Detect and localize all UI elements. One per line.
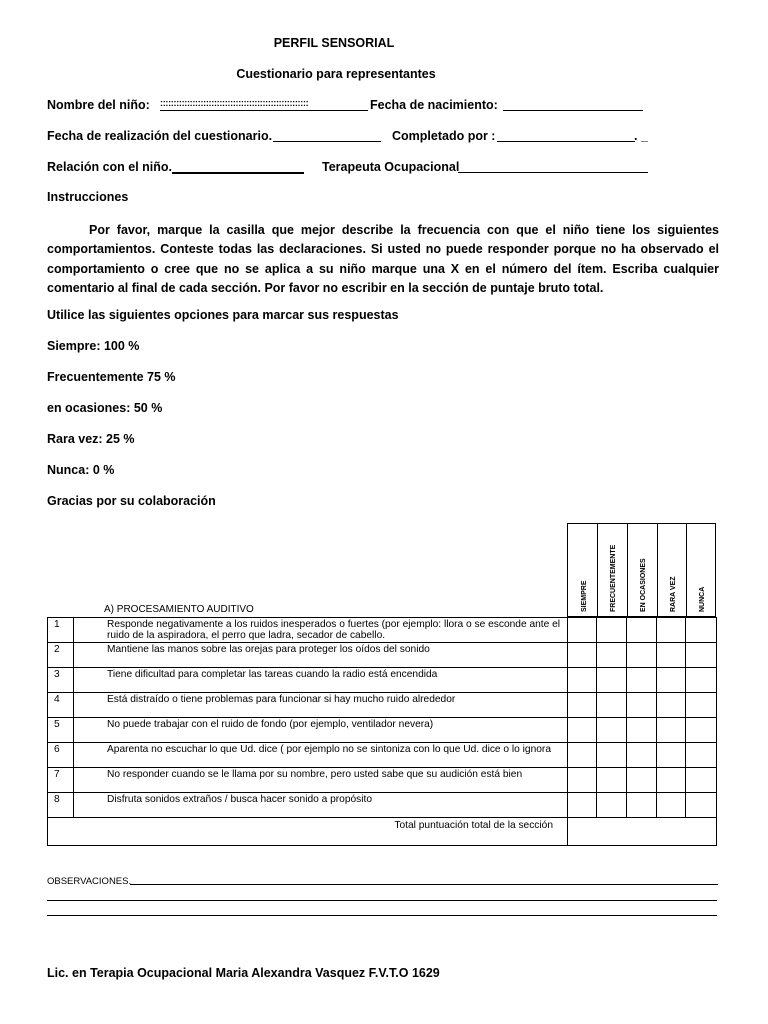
opcion-rara-vez: Rara vez: 25 % [47,432,135,446]
opcion-frecuentemente: Frecuentemente 75 % [47,370,176,384]
answer-cell-en-ocasiones[interactable] [627,793,657,818]
table-row [48,718,717,743]
page-title: PERFIL SENSORIAL [273,36,395,50]
table-row [48,793,717,818]
answer-cell-siempre[interactable] [568,668,597,693]
table-row [48,643,717,668]
answer-cell-rara-vez[interactable] [657,643,686,668]
section-title: A) PROCESAMIENTO AUDITIVO [104,604,254,615]
total-row [48,818,717,846]
item-number: 1 [48,618,74,643]
observaciones-line-2[interactable] [47,900,717,901]
answer-cell-rara-vez[interactable] [657,668,686,693]
total-score-cell[interactable] [568,818,717,846]
terapeuta-label: Terapeuta Ocupacional [322,160,460,174]
answer-cell-rara-vez[interactable] [657,693,686,718]
instrucciones-heading: Instrucciones [47,190,129,204]
completado-field[interactable] [497,141,635,142]
answer-cell-nunca[interactable] [686,793,717,818]
observaciones-line-1[interactable] [130,884,718,885]
opciones-heading: Utilice las siguientes opciones para marcar sus respuestas [47,308,399,322]
answer-cell-siempre[interactable] [568,743,597,768]
answer-cell-frecuentemente[interactable] [597,793,627,818]
answer-cell-nunca[interactable] [686,693,717,718]
answer-cell-frecuentemente[interactable] [597,718,627,743]
answer-cell-siempre[interactable] [568,693,597,718]
answer-cell-rara-vez[interactable] [657,768,686,793]
nombre-value: ::::::::::::::::::::::::::::::::::::::::::::::::::::::: [160,98,309,108]
answer-cell-frecuentemente[interactable] [597,743,627,768]
relacion-label: Relación con el niño. [47,160,173,174]
answer-cell-frecuentemente[interactable] [597,668,627,693]
answer-cell-en-ocasiones[interactable] [627,668,657,693]
col-siempre-label: SIEMPRE [580,580,588,612]
instrucciones-paragraph [47,221,719,298]
item-number: 6 [48,743,74,768]
total-label: Total puntuación total de la sección [48,818,568,846]
answer-cell-nunca[interactable] [686,668,717,693]
answer-cell-en-ocasiones[interactable] [627,743,657,768]
table-row [48,618,717,643]
item-number: 5 [48,718,74,743]
answer-cell-rara-vez[interactable] [657,718,686,743]
item-text: Responde negativamente a los ruidos inesperados o fuertes (por ejemplo: llora o se esconde ante el ruido de la aspiradora, el perro que ladra, secador de cabello. [74,618,568,643]
fecha-nacimiento-label: Fecha de nacimiento: [370,98,498,112]
item-number: 3 [48,668,74,693]
answer-cell-frecuentemente[interactable] [597,618,627,643]
item-text: No puede trabajar con el ruido de fondo (por ejemplo, ventilador nevera) [74,718,568,743]
item-number: 7 [48,768,74,793]
table-row [48,743,717,768]
answer-cell-siempre[interactable] [568,643,597,668]
answer-cell-frecuentemente[interactable] [597,643,627,668]
item-text: No responder cuando se le llama por su nombre, pero usted sabe que su audición está bien [74,768,568,793]
col-en-ocasiones-label: EN OCASIONES [640,558,647,612]
nombre-label: Nombre del niño: [47,98,150,112]
answer-cell-nunca[interactable] [686,643,717,668]
col-rara-vez [657,524,686,618]
item-text: Mantiene las manos sobre las orejas para proteger los oídos del sonido [74,643,568,668]
fecha-nacimiento-field[interactable] [503,110,643,111]
answer-cell-en-ocasiones[interactable] [627,693,657,718]
completado-tail: . _ [634,129,648,143]
observaciones-label: OBSERVACIONES. [47,876,132,887]
answer-cell-nunca[interactable] [686,768,717,793]
footer-signature: Lic. en Terapia Ocupacional Maria Alexandra Vasquez F.V.T.O 1629 [47,966,440,980]
col-frecuentemente [597,524,626,618]
completado-label: Completado por : [392,129,496,143]
col-rara-vez-label: RARA VEZ [670,576,677,612]
answer-cell-rara-vez[interactable] [657,793,686,818]
instrucciones-text: Por favor, marque la casilla que mejor describe la frecuencia con que el niño tiene los siguientes comportamientos. Conteste todas las declaraciones. Si usted no puede responder porque no ha observado el comportamiento o cree que no se aplica a su niño marque una X en el número del ítem. Escriba cualquier comentario al final de cada sección. Por favor no escribir en la sección de puntaje bruto total. [47,223,719,295]
answer-cell-en-ocasiones[interactable] [627,643,657,668]
answer-cell-siempre[interactable] [568,618,597,643]
answer-cell-frecuentemente[interactable] [597,768,627,793]
item-text: Disfruta sonidos extraños / busca hacer sonido a propósito [74,793,568,818]
frequency-header [567,523,716,617]
answer-cell-siempre[interactable] [568,718,597,743]
table-row [48,768,717,793]
item-number: 2 [48,643,74,668]
relacion-field[interactable] [172,172,304,174]
fecha-cuestionario-label: Fecha de realización del cuestionario. [47,129,273,143]
opcion-en-ocasiones: en ocasiones: 50 % [47,401,163,415]
answer-cell-rara-vez[interactable] [657,618,686,643]
fecha-cuestionario-field[interactable] [273,141,381,142]
answer-cell-en-ocasiones[interactable] [627,718,657,743]
answer-cell-frecuentemente[interactable] [597,693,627,718]
col-nunca [686,524,715,618]
item-number: 4 [48,693,74,718]
opcion-nunca: Nunca: 0 % [47,463,115,477]
item-text: Está distraído o tiene problemas para funcionar si hay mucho ruido alrededor [74,693,568,718]
nombre-underline[interactable] [160,110,368,111]
answer-cell-siempre[interactable] [568,768,597,793]
table-row [48,693,717,718]
opcion-siempre: Siempre: 100 % [47,339,140,353]
answer-cell-siempre[interactable] [568,793,597,818]
item-text: Aparenta no escuchar lo que Ud. dice ( por ejemplo no se sintoniza con lo que Ud. dice o lo ignora [74,743,568,768]
table-row [48,668,717,693]
col-frecuentemente-label: FRECUENTEMENTE [610,544,617,612]
page-subtitle: Cuestionario para representantes [236,67,436,81]
col-en-ocasiones [627,524,656,618]
answer-cell-rara-vez[interactable] [657,743,686,768]
answer-cell-nunca[interactable] [686,718,717,743]
answer-cell-en-ocasiones[interactable] [627,618,657,643]
col-nunca-label: NUNCA [699,586,706,612]
observaciones-line-3[interactable] [47,915,717,916]
item-number: 8 [48,793,74,818]
item-text: Tiene dificultad para completar las tareas cuando la radio está encendida [74,668,568,693]
answer-cell-nunca[interactable] [686,743,717,768]
answer-cell-en-ocasiones[interactable] [627,768,657,793]
col-siempre [568,524,597,618]
gracias-text: Gracias por su colaboración [47,494,216,508]
answer-cell-nunca[interactable] [686,618,717,643]
questionnaire-table [47,617,717,846]
terapeuta-field[interactable] [458,172,648,173]
